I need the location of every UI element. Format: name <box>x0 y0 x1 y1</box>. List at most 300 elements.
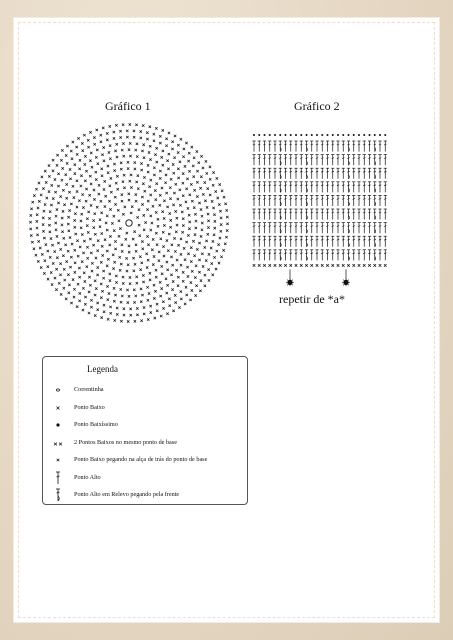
double-crochet-symbol-icon <box>49 472 67 486</box>
stitch-x <box>180 238 182 240</box>
chart2-title: Gráfico 2 <box>294 99 340 113</box>
stitch-x <box>137 175 139 177</box>
stitch-x <box>42 223 44 225</box>
stitch-x <box>109 157 111 159</box>
stitch-x <box>326 264 329 267</box>
stitch-x <box>76 190 78 192</box>
stitch-x <box>80 227 82 229</box>
stitch-x <box>83 272 85 274</box>
stitch-x <box>95 287 97 289</box>
stitch-dot <box>374 134 376 136</box>
stitch-x <box>90 252 92 254</box>
stitch-x <box>33 194 35 196</box>
stitch-x <box>213 256 215 258</box>
stitch-x <box>142 144 144 146</box>
stitch-x <box>67 216 69 218</box>
stitch-x <box>82 309 84 311</box>
stitch-x <box>184 303 186 305</box>
stitch-x <box>84 280 86 282</box>
stitch-double-crochet <box>263 182 266 193</box>
stitch-x <box>192 165 194 167</box>
stitch-x <box>143 176 145 178</box>
stitch-double-crochet <box>384 168 387 179</box>
stitch-x <box>114 196 116 198</box>
stitch-x <box>162 150 164 152</box>
stitch-front-post-dc <box>305 182 308 193</box>
stitch-x <box>158 251 160 253</box>
round-crochet-diagram <box>26 120 232 326</box>
stitch-x <box>153 174 155 176</box>
stitch-x <box>61 217 63 219</box>
stitch-x <box>109 244 111 246</box>
stitch-x <box>178 306 180 308</box>
stitch-x <box>136 155 138 157</box>
stitch-double-crochet <box>357 209 360 220</box>
stitch-x <box>173 157 175 159</box>
stitch-double-crochet <box>273 182 276 193</box>
stitch-x <box>154 317 156 319</box>
stitch-x <box>82 252 84 254</box>
stitch-x <box>187 234 189 236</box>
stitch-double-crochet <box>326 155 329 166</box>
stitch-x <box>50 271 52 273</box>
stitch-double-crochet <box>252 195 255 206</box>
stitch-double-crochet <box>384 155 387 166</box>
stitch-double-crochet <box>289 223 292 234</box>
stitch-double-crochet <box>300 236 303 247</box>
stitch-x <box>123 314 125 316</box>
stitch-x <box>109 185 111 187</box>
stitch-x <box>129 123 131 125</box>
stitch-x <box>147 171 149 173</box>
stitch-x <box>279 264 282 267</box>
repeat-marker-icon <box>342 269 350 286</box>
stitch-double-crochet <box>310 250 313 261</box>
stitch-x <box>136 143 138 145</box>
stitch-x <box>127 161 129 163</box>
stitch-double-crochet <box>363 195 366 206</box>
stitch-x <box>45 243 47 245</box>
stitch-x <box>133 136 135 138</box>
stitch-x <box>136 307 138 309</box>
legend-item <box>43 402 247 416</box>
stitch-x <box>192 240 194 242</box>
stitch-x <box>184 259 186 261</box>
stitch-double-crochet <box>263 168 266 179</box>
stitch-double-crochet <box>294 250 297 261</box>
stitch-double-crochet <box>289 195 292 206</box>
stitch-x <box>146 286 148 288</box>
stitch-x <box>193 189 195 191</box>
legend-item <box>43 454 247 468</box>
stitch-x <box>156 161 158 163</box>
stitch-double-crochet <box>357 195 360 206</box>
stitch-x <box>119 136 121 138</box>
stitch-front-post-dc <box>305 236 308 247</box>
stitch-x <box>144 190 146 192</box>
stitch-x <box>91 270 93 272</box>
stitch-double-crochet <box>342 209 345 220</box>
stitch-x <box>118 235 120 237</box>
stitch-x <box>111 222 113 224</box>
stitch-x <box>81 260 83 262</box>
stitch-x <box>119 269 121 271</box>
stitch-dot <box>264 134 266 136</box>
stitch-x <box>169 226 171 228</box>
stitch-x <box>109 273 111 275</box>
stitch-double-crochet <box>363 223 366 234</box>
stitch-x <box>183 247 185 249</box>
stitch-x <box>149 279 151 281</box>
stitch-x <box>88 276 90 278</box>
stitch-double-crochet <box>342 182 345 193</box>
stitch-x <box>295 264 298 267</box>
stitch-x <box>143 313 145 315</box>
stitch-dot <box>358 134 360 136</box>
front-post-dc-symbol-icon <box>49 489 67 503</box>
stitch-x <box>74 164 76 166</box>
stitch-double-crochet <box>363 141 366 152</box>
stitch-x <box>104 180 106 182</box>
stitch-x <box>139 130 141 132</box>
stitch-double-crochet <box>352 155 355 166</box>
stitch-x <box>130 314 132 316</box>
stitch-double-crochet <box>326 209 329 220</box>
stitch-x <box>258 264 261 267</box>
stitch-double-crochet <box>258 195 261 206</box>
stitch-x <box>219 210 221 212</box>
stitch-double-crochet <box>268 141 271 152</box>
stitch-x <box>68 209 70 211</box>
stitch-x <box>196 181 198 183</box>
stitch-front-post-dc <box>347 223 350 234</box>
stitch-x <box>103 311 105 313</box>
stitch-x <box>87 146 89 148</box>
stitch-double-crochet <box>273 141 276 152</box>
stitch-x <box>187 160 189 162</box>
stitch-x <box>35 188 37 190</box>
stitch-x <box>147 318 149 320</box>
stitch-double-crochet <box>378 141 381 152</box>
stitch-x <box>199 290 201 292</box>
stitch-x <box>115 124 117 126</box>
stitch-x <box>207 233 209 235</box>
stitch-x <box>148 185 150 187</box>
stitch-front-post-dc <box>347 236 350 247</box>
stitch-x <box>110 191 112 193</box>
stitch-x <box>97 239 99 241</box>
stitch-x <box>52 197 54 199</box>
stitch-x <box>108 200 110 202</box>
stitch-x <box>79 292 81 294</box>
stitch-x <box>73 296 75 298</box>
stitch-x <box>43 210 45 212</box>
stitch-x <box>168 298 170 300</box>
stitch-x <box>44 259 46 261</box>
chain-symbol-icon <box>49 384 67 398</box>
stitch-x <box>185 201 187 203</box>
stitch-x <box>121 295 123 297</box>
stitch-x <box>213 213 215 215</box>
stitch-x <box>47 266 49 268</box>
stitch-x <box>48 190 50 192</box>
stitch-x <box>61 167 63 169</box>
stitch-x <box>166 159 168 161</box>
stitch-x <box>70 150 72 152</box>
x-mark <box>54 443 57 446</box>
stitch-x <box>224 243 226 245</box>
stitch-x <box>186 178 188 180</box>
stitch-x <box>202 265 204 267</box>
stitch-x <box>184 165 186 167</box>
stitch-double-crochet <box>363 168 366 179</box>
stitch-double-crochet <box>300 141 303 152</box>
legend-item <box>43 419 247 433</box>
stitch-x <box>140 288 142 290</box>
stitch-x <box>141 240 143 242</box>
stitch-double-crochet <box>336 236 339 247</box>
stitch-x <box>42 187 44 189</box>
stitch-x <box>89 238 91 240</box>
stitch-x <box>177 198 179 200</box>
stitch-x <box>109 279 111 281</box>
stitch-x <box>68 284 70 286</box>
stitch-x <box>56 208 58 210</box>
stitch-x <box>195 265 197 267</box>
stitch-x <box>48 164 50 166</box>
stitch-x <box>193 157 195 159</box>
stitch-x <box>126 232 128 234</box>
stitch-x <box>37 260 39 262</box>
stitch-double-crochet <box>368 155 371 166</box>
stitch-double-crochet <box>378 155 381 166</box>
stitch-x <box>90 299 92 301</box>
stitch-x <box>90 204 92 206</box>
stitch-x <box>129 155 131 157</box>
stitch-x <box>39 247 41 249</box>
stitch-x <box>114 203 116 205</box>
stitch-x <box>200 279 202 281</box>
stitch-dot <box>300 134 302 136</box>
stitch-x <box>127 167 129 169</box>
stitch-double-crochet <box>342 155 345 166</box>
stitch-front-post-dc <box>305 209 308 220</box>
stitch-x <box>57 242 59 244</box>
stitch-x <box>160 156 162 158</box>
stitch-x <box>59 195 61 197</box>
stitch-x <box>30 208 32 210</box>
stitch-x <box>119 256 121 258</box>
stitch-x <box>150 179 152 181</box>
stitch-x <box>207 187 209 189</box>
stitch-x <box>169 305 171 307</box>
stitch-x <box>59 262 61 264</box>
stitch-double-crochet <box>368 223 371 234</box>
stitch-x <box>55 229 57 231</box>
stitch-front-post-dc <box>373 250 376 261</box>
stitch-x <box>106 139 108 141</box>
stitch-x <box>70 302 72 304</box>
stitch-x <box>174 250 176 252</box>
stitch-double-crochet <box>384 195 387 206</box>
stitch-x <box>101 245 103 247</box>
stitch-double-crochet <box>326 141 329 152</box>
stitch-x <box>113 163 115 165</box>
stitch-x <box>143 229 145 231</box>
stitch-x <box>183 148 185 150</box>
stitch-x <box>164 182 166 184</box>
stitch-x <box>95 171 97 173</box>
stitch-x <box>99 225 101 227</box>
stitch-x <box>122 213 124 215</box>
stitch-front-post-dc <box>279 182 282 193</box>
stitch-x <box>220 223 222 225</box>
stitch-double-crochet <box>331 182 334 193</box>
stitch-x <box>80 175 82 177</box>
stitch-double-crochet <box>294 195 297 206</box>
stitch-x <box>207 268 209 270</box>
stitch-x <box>63 237 65 239</box>
stitch-x <box>72 278 74 280</box>
stitch-x <box>29 221 31 223</box>
stitch-dot <box>337 134 339 136</box>
legend-item-label: Ponto Alto em Relevo pegando pela frente <box>74 491 180 498</box>
stitch-x <box>71 243 73 245</box>
stitch-x <box>226 216 228 218</box>
stitch-x <box>113 131 115 133</box>
x-symbol-icon <box>49 402 67 416</box>
stitch-x <box>128 251 130 253</box>
stitch-double-crochet <box>384 209 387 220</box>
stitch-x <box>168 132 170 134</box>
stitch-x <box>142 281 144 283</box>
stitch-x <box>78 199 80 201</box>
x-back-symbol-icon <box>49 454 67 468</box>
stitch-x <box>189 299 191 301</box>
chart1-title: Gráfico 1 <box>105 99 151 113</box>
stitch-double-crochet <box>300 209 303 220</box>
stitch-x <box>207 213 209 215</box>
stitch-x <box>147 259 149 261</box>
stitch-x <box>95 178 97 180</box>
stitch-double-crochet <box>321 141 324 152</box>
stitch-x <box>82 149 84 151</box>
stitch-x <box>162 307 164 309</box>
stitch-x <box>149 305 151 307</box>
stitch-double-crochet <box>378 182 381 193</box>
stitch-x <box>77 255 79 257</box>
stitch-x <box>268 264 271 267</box>
stitch-x <box>77 283 79 285</box>
stitch-x <box>135 295 137 297</box>
stitch-x <box>79 159 81 161</box>
stitch-x <box>140 162 142 164</box>
stitch-front-post-dc <box>373 195 376 206</box>
stitch-x <box>212 171 214 173</box>
stitch-x <box>143 306 145 308</box>
stitch-x <box>187 275 189 277</box>
stitch-double-crochet <box>252 236 255 247</box>
stitch-x <box>180 264 182 266</box>
stitch-x <box>167 249 169 251</box>
stitch-x <box>56 154 58 156</box>
stitch-x <box>55 268 57 270</box>
stitch-x <box>136 276 138 278</box>
stitch-x <box>104 239 106 241</box>
stitch-x <box>135 200 137 202</box>
stitch-x <box>171 264 173 266</box>
stitch-x <box>64 244 66 246</box>
stitch-x <box>87 139 89 141</box>
stitch-x <box>55 222 57 224</box>
stitch-double-crochet <box>252 141 255 152</box>
stitch-x <box>300 264 303 267</box>
stitch-double-crochet <box>336 141 339 152</box>
stitch-x <box>218 183 220 185</box>
stitch-x <box>41 176 43 178</box>
stitch-x <box>155 147 157 149</box>
stitch-x <box>151 222 153 224</box>
stitch-double-crochet <box>357 223 360 234</box>
stitch-x <box>207 220 209 222</box>
stitch-x <box>198 202 200 204</box>
stitch-double-crochet <box>258 223 261 234</box>
stitch-x <box>49 256 51 258</box>
stitch-front-post-dc <box>279 209 282 220</box>
stitch-x <box>206 172 208 174</box>
stitch-double-crochet <box>294 236 297 247</box>
stitch-x <box>128 193 130 195</box>
stitch-x <box>196 195 198 197</box>
stitch-x <box>73 219 75 221</box>
stitch-x <box>50 237 52 239</box>
stitch-x <box>119 130 121 132</box>
stitch-x <box>226 223 228 225</box>
stitch-double-crochet <box>331 236 334 247</box>
stitch-x <box>263 264 266 267</box>
stitch-front-post-dc <box>373 236 376 247</box>
stitch-double-crochet <box>258 250 261 261</box>
stitch-x <box>142 248 144 250</box>
stitch-dot <box>332 134 334 136</box>
stitch-x <box>182 271 184 273</box>
stitch-dot <box>316 134 318 136</box>
stitch-dot <box>348 134 350 136</box>
stitch-double-crochet <box>368 195 371 206</box>
stitch-double-crochet <box>268 195 271 206</box>
stitch-x <box>109 144 111 146</box>
stitch-double-crochet <box>315 250 318 261</box>
stitch-x <box>67 223 69 225</box>
stitch-x <box>198 271 200 273</box>
stitch-x <box>109 208 111 210</box>
stitch-x <box>43 237 45 239</box>
stitch-x <box>316 264 319 267</box>
stitch-x <box>86 218 88 220</box>
stitch-x <box>205 160 207 162</box>
stitch-x <box>215 268 217 270</box>
stitch-x <box>146 266 148 268</box>
stitch-x <box>179 204 181 206</box>
stitch-x <box>102 277 104 279</box>
stitch-x <box>110 177 112 179</box>
stitch-front-post-dc <box>347 195 350 206</box>
stitch-x <box>105 222 107 224</box>
stitch-x <box>159 142 161 144</box>
stitch-x <box>204 181 206 183</box>
stitch-x <box>166 292 168 294</box>
stitch-x <box>174 210 176 212</box>
